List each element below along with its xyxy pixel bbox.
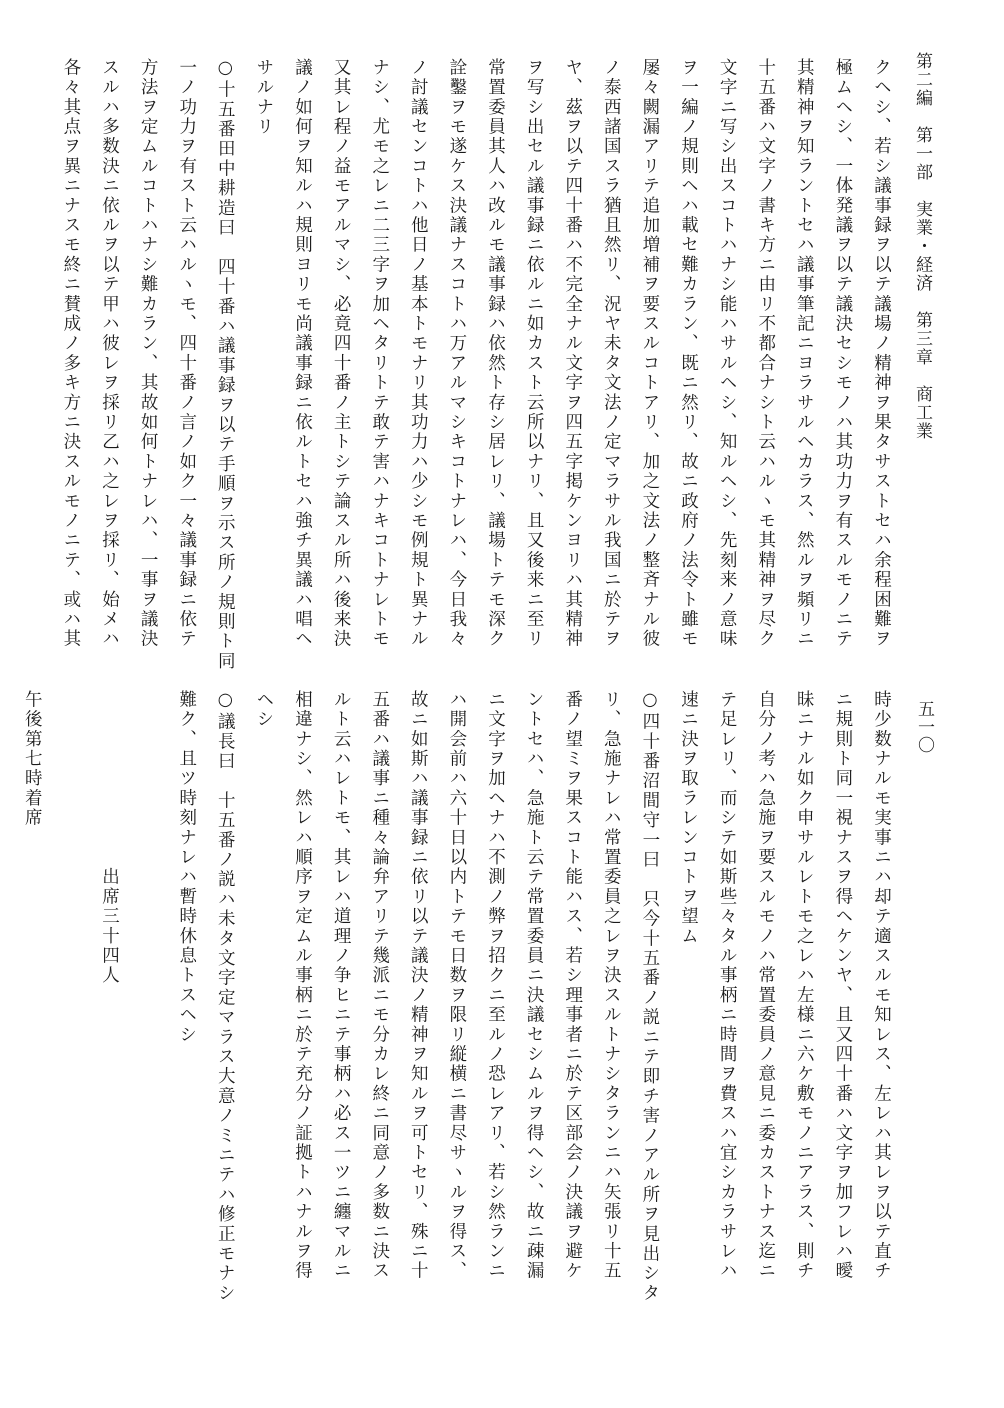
header-subject: 商工業 bbox=[912, 385, 932, 441]
text-column: 文字ニ写シ出スコトハナシ能ハサルヘシ、知ルヘシ、先刻来ノ意味 bbox=[717, 58, 738, 649]
text-column: 自分ノ考ハ急施ヲ要スルモノハ常置委員ノ意見ニ委カストナス迄ニ bbox=[755, 690, 776, 1281]
text-column: ○四十番沼間守一曰 只今十五番ノ説ニテ即チ害ノアル所ヲ見出シタ bbox=[639, 690, 660, 1304]
text-column: クヘシ、若シ議事録ヲ以テ議場ノ精神ヲ果タサストセハ余程困難ヲ bbox=[871, 58, 892, 649]
text-column: 速ニ決ヲ取ラレンコトヲ望ム bbox=[678, 690, 699, 947]
text-column: 一ノ功力ヲ有スト云ハルヽモ、四十番ノ言ノ如ク一々議事録ニ依テ bbox=[176, 58, 197, 650]
text-column: ニ規則ト同一視ナスヲ得ヘケンヤ、且又四十番ハ文字ヲ加フレハ曖 bbox=[832, 690, 853, 1281]
text-column: 又其レ程ノ益モアルマシ、必竟四十番ノ主トシテ論スル所ハ後来決 bbox=[331, 58, 352, 649]
header-part: 第二編 bbox=[912, 52, 932, 108]
text-column: ルト云ハレトモ、其レハ道理ノ争ヒニテ事柄ハ必ス一ツニ纏マルニ bbox=[331, 690, 352, 1281]
text-column: 議ノ如何ヲ知ルハ規則ヨリモ尚議事録ニ依ルトセハ強チ異議ハ唱ヘ bbox=[292, 58, 313, 650]
text-column: 屡々闕漏アリテ追加増補ヲ要スルコトアリ、加之文法ノ整斉ナル彼 bbox=[639, 58, 660, 649]
text-column: ナシ、尤モ之レニ二三字ヲ加ヘタリトテ敢テ害ハナキコトナレトモ bbox=[369, 58, 390, 649]
text-column: 常置委員其人ハ改ルモ議事録ハ依然ト存シ居レリ、議場トテモ深ク bbox=[485, 58, 506, 649]
text-column: ハ開会前ハ六十日以内トテモ日数ヲ限リ縦横ニ書尽サヽルヲ得ス、 bbox=[446, 690, 467, 1281]
text-column: ヘシ bbox=[253, 690, 274, 730]
text-column: 時少数ナルモ実事ニハ却テ適スルモ知レス、左レハ其レヲ以テ直チ bbox=[871, 690, 892, 1281]
header-chapter: 第三章 bbox=[912, 311, 932, 367]
text-column: テ足レリ、而シテ如斯些々タル事柄ニ時間ヲ費スハ宜シカラサレハ bbox=[717, 690, 738, 1281]
text-column: 故ニ如斯ハ議事録ニ依リ以テ議決ノ精神ヲ知ルヲ可トセリ、殊ニ十 bbox=[408, 690, 429, 1281]
text-column: 詮鑿ヲモ遂ケス決議ナスコトハ万アルマシキコトナレハ、今日我々 bbox=[446, 58, 467, 649]
text-column: 各々其点ヲ異ニナスモ終ニ賛成ノ多キ方ニ決スルモノニテ、或ハ其 bbox=[60, 58, 81, 649]
text-column: 出席三十四人 bbox=[99, 690, 120, 986]
text-column: ノ討議センコトハ他日ノ基本トモナリ其功力ハ少シモ例規ト異ナル bbox=[408, 58, 429, 649]
text-column: ○十五番田中耕造曰 四十番ハ議事録ヲ以テ手順ヲ示ス所ノ規則ト同 bbox=[215, 58, 236, 672]
text-column: 難ク、且ツ時刻ナレハ暫時休息トスヘシ bbox=[176, 690, 197, 1045]
text-column: ノ泰西諸国スラ猶且然リ、況ヤ未タ文法ノ定マラサル我国ニ於テヲ bbox=[601, 58, 622, 649]
text-column: 極ムヘシ、一体発議ヲ以テ議決セシモノハ其功力ヲ有スルモノニテ bbox=[832, 58, 853, 649]
header-topic: 実業・経済 bbox=[912, 200, 932, 293]
text-column: ントセハ、急施ト云テ常置委員ニ決議セシムルヲ得ヘシ、故ニ疎漏 bbox=[524, 690, 545, 1281]
text-column: 其精神ヲ知ラントセハ議事筆記ニヨラサルヘカラス、然ルヲ頻リニ bbox=[794, 58, 815, 649]
text-column: ヤ、茲ヲ以テ四十番ハ不完全ナル文字ヲ四五字掲ケンヨリハ其精神 bbox=[562, 58, 583, 649]
page-number: 五一〇 bbox=[914, 700, 934, 754]
text-column: 十五番ハ文字ノ書キ方ニ由リ不都合ナシト云ハルヽモ其精神ヲ尽ク bbox=[755, 58, 776, 649]
running-header bbox=[910, 52, 935, 441]
header-section: 第一部 bbox=[912, 126, 932, 182]
text-column: ニ文字ヲ加ヘナハ不測ノ弊ヲ招クニ至ルノ恐レアリ、若シ然ランニ bbox=[485, 690, 506, 1281]
text-column: 午後第七時着席 bbox=[22, 690, 43, 828]
text-column: ○議長曰 十五番ノ説ハ未タ文字定マラス大意ノミニテハ修正モナシ bbox=[215, 690, 236, 1304]
text-column: サルナリ bbox=[253, 58, 274, 137]
text-column: 相違ナシ、然レハ順序ヲ定ムル事柄ニ於テ充分ノ証拠トハナルヲ得 bbox=[292, 690, 313, 1281]
text-column: 方法ヲ定ムルコトハナシ難カラン、其故如何トナレハ、一事ヲ議決 bbox=[138, 58, 159, 649]
text-column: 番ノ望ミヲ果スコト能ハス、若シ理事者ニ於テ区部会ノ決議ヲ避ケ bbox=[562, 690, 583, 1282]
text-column: 五番ハ議事ニ種々論弁アリテ幾派ニモ分カレ終ニ同意ノ多数ニ決ス bbox=[369, 690, 390, 1281]
text-column: リ、急施ナレハ常置委員之レヲ決スルトナシタランニハ矢張リ十五 bbox=[601, 690, 622, 1281]
text-column: ヲ一編ノ規則ヘハ載セ難カラン、既ニ然リ、故ニ政府ノ法令ト雖モ bbox=[678, 58, 699, 649]
text-column: スルハ多数決ニ依ルヲ以テ甲ハ彼レヲ採リ乙ハ之レヲ採リ、始メハ bbox=[99, 58, 120, 649]
text-column: 昧ニナル如ク申サルレトモ之レハ左様ニ六ケ敷モノニアラス、則チ bbox=[794, 690, 815, 1281]
text-column: ヲ写シ出セル議事録ニ依ルニ如カスト云所以ナリ、且又後来ニ至リ bbox=[524, 58, 545, 649]
